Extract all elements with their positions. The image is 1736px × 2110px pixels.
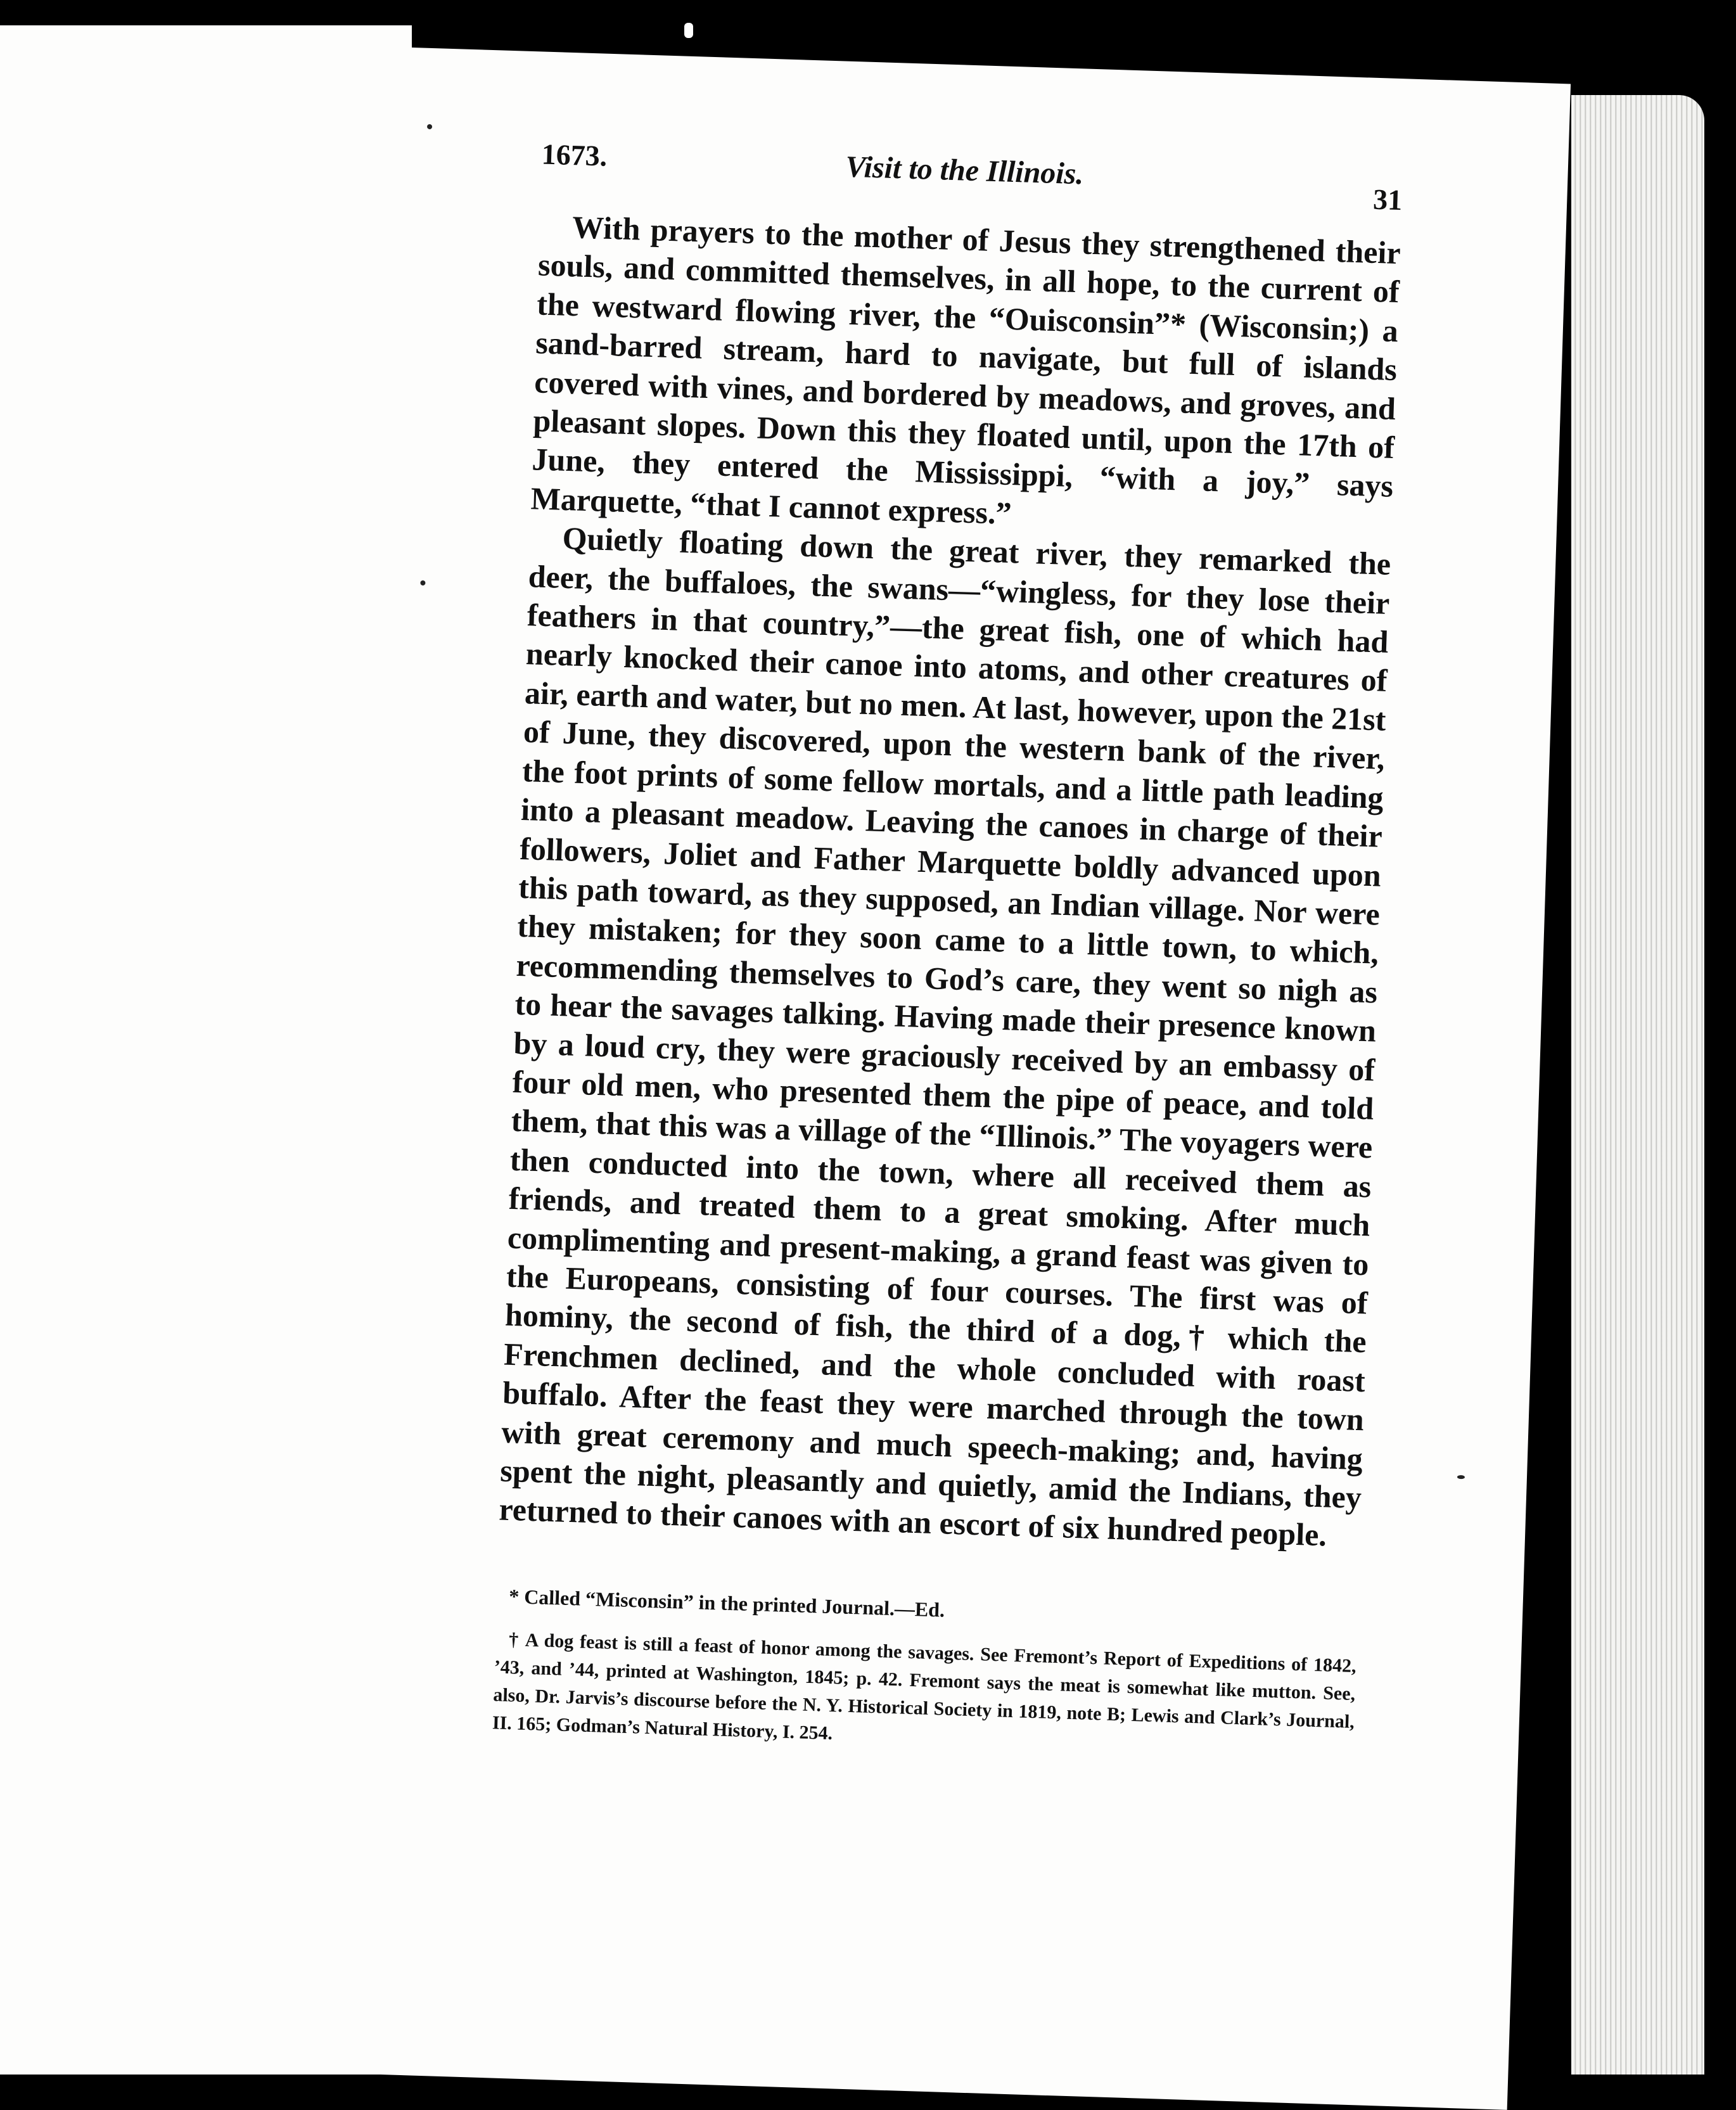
running-header — [540, 137, 1403, 215]
print-speck — [420, 580, 425, 585]
running-title: Visit to the Illinois. — [845, 150, 1085, 191]
page-year: 1673. — [541, 137, 608, 172]
book-page — [348, 48, 1571, 2110]
body-text — [499, 207, 1401, 1556]
footnote: * Called “Misconsin” in the printed Journal.—Ed. — [508, 1585, 945, 1621]
paragraph: With prayers to the mother of Jesus they strengthened their souls, and committed themselves, in all hope, to the current of the westward flowing river, the “Ouisconsin”* (Wisconsin;) a sand-barred stream, hard to navigate, but full of islands covered with vines, and bordered by meadows, and groves, and pleasant slopes. Down this they floated until, upon the 17th of June, they entered the Mississippi, “with a joy,” says Marquette, “that I cannot express.” — [530, 209, 1401, 531]
print-speck — [1457, 1475, 1465, 1479]
footnotes — [492, 1584, 1358, 1764]
page-number: 31 — [1372, 182, 1403, 217]
facing-page-left — [0, 25, 412, 2075]
binding-mark — [684, 23, 693, 38]
paragraph: Quietly floating down the great river, they remarked the deer, the buffaloes, the swans—“wingless, for they lose their feathers in that country,”—the great fish, one of which had nearly knocked their canoe into atoms, and other creatures of air, earth and water, but no men. At last, however, upon the 21st of June, they discovered, upon the western bank of the river, the foot prints of some fellow mortals, and a little path leading into a pleasant meadow. Leaving the canoes in charge of their followers, Joliet and Father Marquette boldly advanced upon this path toward, as they supposed, an Indian village. Nor were they mistaken; for they soon came to a little town, to which, recommending themselves to God’s care, they went so nigh as to hear the savages talking. Having made their presence known by a loud cry, they were graciously received by an embassy of four old men, who presented them the pipe of peace, and told them, that this was a village of the “Illinois.” The voyagers were then conducted into the town, where all received them as friends, and treated them to a great smoking. After much complimenting and present-making, a grand feast was given to the Europeans, consisting of four courses. The first was of hominy, the second of fish, the third of a dog,† which the Frenchmen declined, and the whole concluded with roast buffalo. After the feast they were marched through the town with great ceremony and much speech-making; and, having spent the night, pleasantly and quietly, amid the Indians, they returned to their canoes with an escort of six hundred people. — [498, 520, 1392, 1553]
page-edges — [1571, 95, 1704, 2075]
footnote: † A dog feast is still a feast of honor among the savages. See Fremont’s Report of Expeditions of 1842, ’43, and ’44, printed at Washington, 1845; p. 42. Fremont says the meat is somewhat like mutton. See, also, Dr. Jarvis’s discourse before the N. Y. Historical Society in 1819, note B; Lewis and Clark’s Journal, II. 165; Godman’s Natural History, I. 254. — [492, 1629, 1357, 1744]
print-speck — [427, 124, 432, 129]
